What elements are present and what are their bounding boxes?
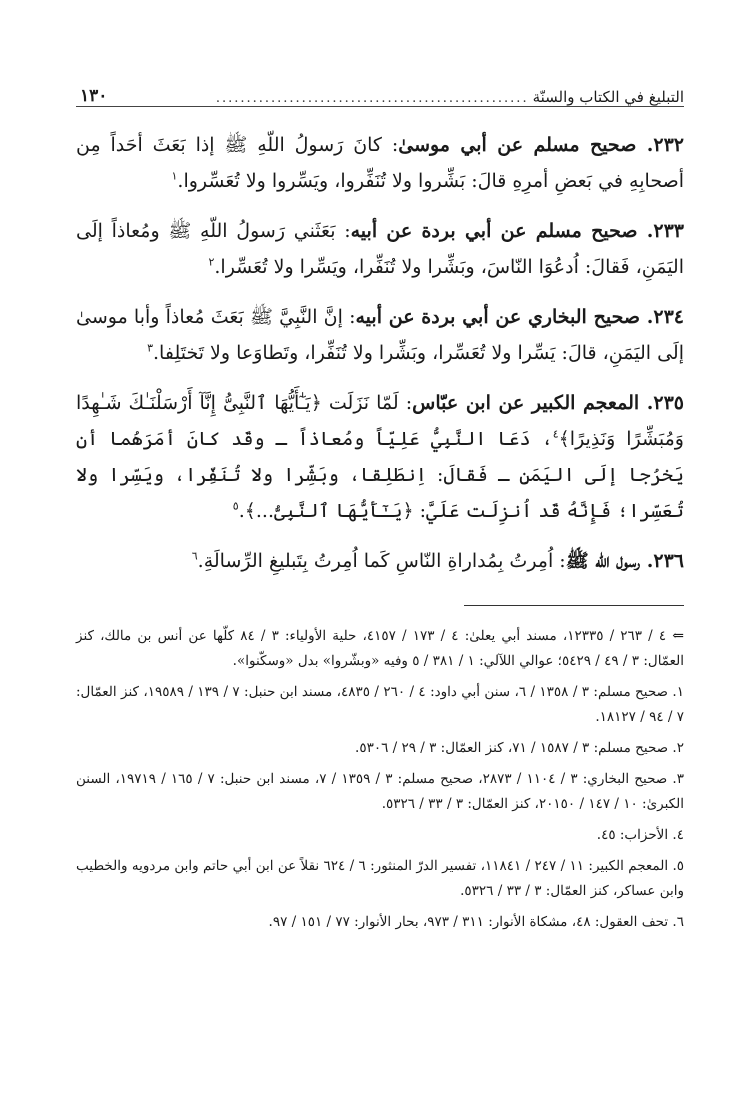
footnote-2 <box>76 736 684 761</box>
footnote-3 <box>76 767 684 817</box>
main-text <box>76 127 684 579</box>
footnote-text: ١. صحيح مسلم: ٣ / ١٣٥٨ / ٦، سنن أبي داود: ٤ / ٢٦٠ / ٤٨٣٥، مسند ابن حنبل: ٧ / ١٣٩ / ١٩٥٨٩، كنز العمّال: ٧ / ٩٤ / ١٨١٢٧. <box>76 684 684 725</box>
footnote-6 <box>76 910 684 935</box>
book-page <box>76 78 684 1058</box>
footnote-5 <box>76 854 684 904</box>
footnote-text: ٥. المعجم الكبير: ١١ / ٢٤٧ / ١١٨٤١، تفسير الدرّ المنثور: ٦ / ٦٢٤ نقلاً عن ابن أبي حاتم وابن مردويه والخطيب وابن عساكر، كنز العمّال: ٣ / ٣٣ / ٥٣٢٦. <box>76 858 685 899</box>
continuation-arrow-icon: ⇐ <box>672 628 684 644</box>
footnote-text: ٤ / ٢٦٣ / ١٢٣٣٥، مسند أبي يعلىٰ: ٤ / ١٧٣ / ٤١٥٧، حلية الأولياء: ٣ / ٨٤ كلّها عن أنس بن مالك، كنز العمّال: ٣ / ٤٩ / ٥٤٢٩؛ عوالي اللآلي: ١ / ٣٨١ / ٥ وفيه «وبشّروا» بدل «وسكّنوا». <box>76 628 684 669</box>
hadith-text: : بَعَثَني رَسولُ اللّهِ ﷺ ومُعاذاً إلَى اليَمَنِ، فَقالَ: اُدعُوَا النّاسَ، وبَشِّرا ولا تُنَفِّرا، ويَسِّرا ولا تُعَسِّرا. <box>76 220 684 278</box>
hadith-text: : كانَ رَسولُ اللّهِ ﷺ إذا بَعَثَ أحَداً مِن أصحابِهِ في بَعضِ أمرِهِ قالَ: بَشِّروا ولا تُنَفِّروا، ويَسِّروا ولا تُعَسِّروا. <box>76 134 684 192</box>
hadith-number: ٢٣٤. <box>640 306 684 328</box>
hadith-236 <box>76 543 684 579</box>
hadith-source: صحيح مسلم عن أبي بردة عن أبيه <box>350 220 638 242</box>
hadith-text: : لَمّا نَزَلَت ﴿يَـٰٓأَيُّهَا ٱلنَّبِىُّ إِنَّآ أَرْسَلْنَـٰكَ شَـٰهِدًا وَمُبَشِّرًا وَنَذِيرًا﴾ <box>76 392 684 450</box>
footnote-ref[interactable]: ٦ <box>191 549 198 563</box>
running-header <box>76 78 684 107</box>
footnote-ref[interactable]: ٢ <box>208 255 215 269</box>
hadith-number: ٢٣٥. <box>639 392 685 414</box>
hadith-source: رسول اللّه ﷺ <box>565 550 641 572</box>
hadith-number: ٢٣٢. <box>636 134 685 156</box>
hadith-source: المعجم الكبير عن ابن عبّاس <box>412 392 640 414</box>
footnote-ref[interactable]: ١ <box>171 169 178 183</box>
footnote-text: ٤. الأحزاب: ٤٥. <box>596 827 684 843</box>
hadith-text: : إنَّ النَّبِيَّ ﷺ بَعَثَ مُعاذاً وأبا موسىٰ إلَى اليَمَنِ، قالَ: يَسِّرا ولا تُعَسِّرا، وبَشِّرا ولا تُنَفِّرا، وتَطاوَعا ولا تَختَلِفا. <box>76 306 684 364</box>
hadith-source: صحيح مسلم عن أبي موسىٰ <box>398 134 637 156</box>
footnote-text: ٣. صحيح البخاري: ٣ / ١١٠٤ / ٢٨٧٣، صحيح مسلم: ٣ / ١٣٥٩ / ٧، مسند ابن حنبل: ٧ / ١٦٥ / ١٩٧١٩، السنن الكبرىٰ: ١٠ / ١٤٧ / ٢٠١٥٠، كنز العمّال: ٣ / ٣٣ / ٥٣٢٦. <box>76 771 684 812</box>
footnote-ref[interactable]: ٤ <box>552 427 559 441</box>
footnote-continuation <box>76 624 684 674</box>
header-dot-leader: ................................................... <box>215 91 529 106</box>
footnote-text: ٦. تحف العقول: ٤٨، مشكاة الأنوار: ٣١١ / ٩٧٣، بحار الأنوار: ٧٧ / ١٥١ / ٩٧. <box>268 914 684 930</box>
hadith-234 <box>76 299 684 371</box>
hadith-text-continued: ، دَعَا النَّبِيُّ عَلِيّاً ومُعاذاً ـ وقَد كانَ أمَرَهُما أن يَخرُجا إلَى اليَمَنِ ـ فَقالَ: اِنطَلِقا، وبَشِّرا ولا تُنَفِّرا، ويَسِّرا ولا تُعَسِّرا؛ فَإِنَّهُ قَد اُنزِلَت عَلَيَّ: ﴿يَـٰٓأَيُّهَا ٱلنَّبِىُّ...﴾. <box>76 428 684 522</box>
footnote-text: ٢. صحيح مسلم: ٣ / ١٥٨٧ / ٧١، كنز العمّال: ٣ / ٢٩ / ٥٣٠٦. <box>355 740 684 756</box>
footnote-separator <box>464 605 684 606</box>
page-number: ١٣٠ <box>80 86 108 106</box>
footnotes <box>76 624 684 935</box>
hadith-number: ٢٣٦. <box>640 550 684 572</box>
hadith-235 <box>76 385 684 529</box>
footnote-4 <box>76 823 684 848</box>
footnote-ref[interactable]: ٣ <box>147 341 153 355</box>
footnote-ref[interactable]: ٥ <box>232 499 239 513</box>
hadith-number: ٢٣٣. <box>637 220 685 242</box>
hadith-233 <box>76 213 684 285</box>
hadith-source: صحيح البخاري عن أبي بردة عن أبيه <box>355 306 640 328</box>
hadith-text: : اُمِرتُ بِمُداراةِ النّاسِ كَما اُمِرتُ بِتَبليغِ الرِّسالَةِ. <box>197 550 566 572</box>
hadith-232 <box>76 127 684 199</box>
running-title: التبليغ في الكتاب والسنّة <box>532 88 684 106</box>
footnote-1 <box>76 680 684 730</box>
